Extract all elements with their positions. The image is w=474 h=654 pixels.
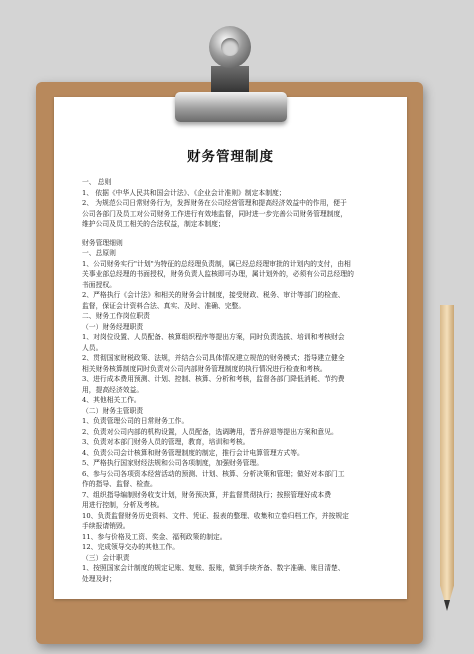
document-title: 财务管理制度 [187, 149, 274, 165]
document-line: 1、按照国家会计制度的规定记账、复账、报账，做到手续齐备、数字准确、账目清楚、 [82, 564, 345, 572]
document-line: 财务管理细则 [82, 238, 123, 247]
document-line: 1、对岗位设置、人员配备、核算组织程序等提出方案，同时负责选拔、培训和考核财会 [82, 333, 345, 341]
document-line: 5、严格执行国家财经法规和公司各项制度，加强财务管理。 [82, 459, 264, 467]
document-line: 4、负责公司会计核算和财务管理制度的制定，推行会计电算管理方式等。 [82, 448, 304, 457]
document-line: （三）会计职责 [82, 553, 130, 562]
document-line: 用进行控制，分析及考核。 [82, 501, 164, 509]
document-line: 公司各部门及员工对公司财务工作进行有效地监督，同时进一步完善公司财务管理制度， [82, 209, 348, 218]
document-line: 人员。 [82, 343, 103, 352]
document-page [54, 97, 407, 599]
pencil [440, 305, 454, 610]
clip-ring [209, 26, 251, 68]
document-line: 2、贯彻国家财税政策、法规，并结合公司具体情况建立规范的财务模式；指导建立健全 [82, 354, 345, 362]
document-text [82, 177, 379, 584]
document-line: 7、组织指导编制财务收支计划，财务预决算，并监督贯彻执行；按照管理好成本费 [82, 490, 332, 499]
document-line: 3、进行成本费用预测、计划、控制、核算、分析和考核，监督各部门降低消耗、节约费 [82, 375, 345, 383]
document-line: 相关财务核算制度同时负责对公司内部财务管理制度的执行情况进行检查和考核。 [82, 364, 327, 373]
document-line: 2、 为规范公司日常财务行为，发挥财务在公司经营管理和提高经济效益中的作用，便于 [82, 199, 347, 207]
document-line: 处理及时； [82, 574, 116, 583]
document-line: 2、严格执行《会计法》和相关的财务会计制度，接受财政、税务、审计等部门的检查、 [82, 291, 345, 299]
document-line: 书面授权。 [82, 280, 116, 289]
document-line: 1、 依据《中华人民共和国会计法》、《企业会计准则》制定本制度； [82, 188, 286, 197]
document-body [54, 145, 407, 584]
document-line: 4、其他相关工作。 [82, 396, 141, 404]
document-line: （二）财务主管职责 [82, 406, 144, 415]
document-line: 1、公司财务实行"计划"为特征的总经理负责制，属已经总经理审批的计划内的支付，由相 [82, 259, 351, 268]
document-line: 关事业部总经理的书面授权，财务负责人监核即可办理，属计划外的，必须有公司总经理的 [82, 270, 354, 278]
paragraph-gap [82, 230, 379, 238]
document-line: 监督，保证会计资料合法、真实、及时、准确、完整。 [82, 301, 246, 310]
document-line: 一、 总则 [82, 178, 112, 186]
document-line: 1、负责管理公司的日常财务工作。 [82, 417, 189, 425]
document-line: 作的指导、监督、检查。 [82, 480, 157, 488]
document-line: 3、负责对本部门财务人员的管理，教育，培训和考核。 [82, 438, 250, 446]
document-line: 一、总原则 [82, 249, 116, 257]
document-line: （一）财务经理职责 [82, 322, 144, 331]
document-line: 6、参与公司各项资本经营活动的预测、计划、核算、分析决策和管理；做好对本部门工 [82, 469, 345, 478]
document-line: 11、参与价格及工资、奖金、福利政策的制定。 [82, 532, 227, 541]
pencil-tip [444, 600, 450, 611]
document-line: 10、负责监督财务历史资料、文件、凭证、报表的整理、收集和立卷归档工作，并按规定 [82, 511, 349, 520]
clip-plate [175, 92, 287, 122]
document-line: 二、财务工作岗位职责 [82, 312, 150, 320]
document-line: 手续报请销毁。 [82, 522, 130, 530]
document-line: 用，提高经济效益。 [82, 385, 144, 394]
document-line: 12、完成领导交办的其他工作。 [82, 543, 180, 551]
document-line: 维护公司及员工相关的合法权益，制定本制度； [82, 220, 225, 228]
document-line: 2、负责对公司内部的机构设置，人员配备，选调聘用，晋升辞退等提出方案和意见。 [82, 427, 338, 436]
binder-clip [175, 22, 287, 124]
